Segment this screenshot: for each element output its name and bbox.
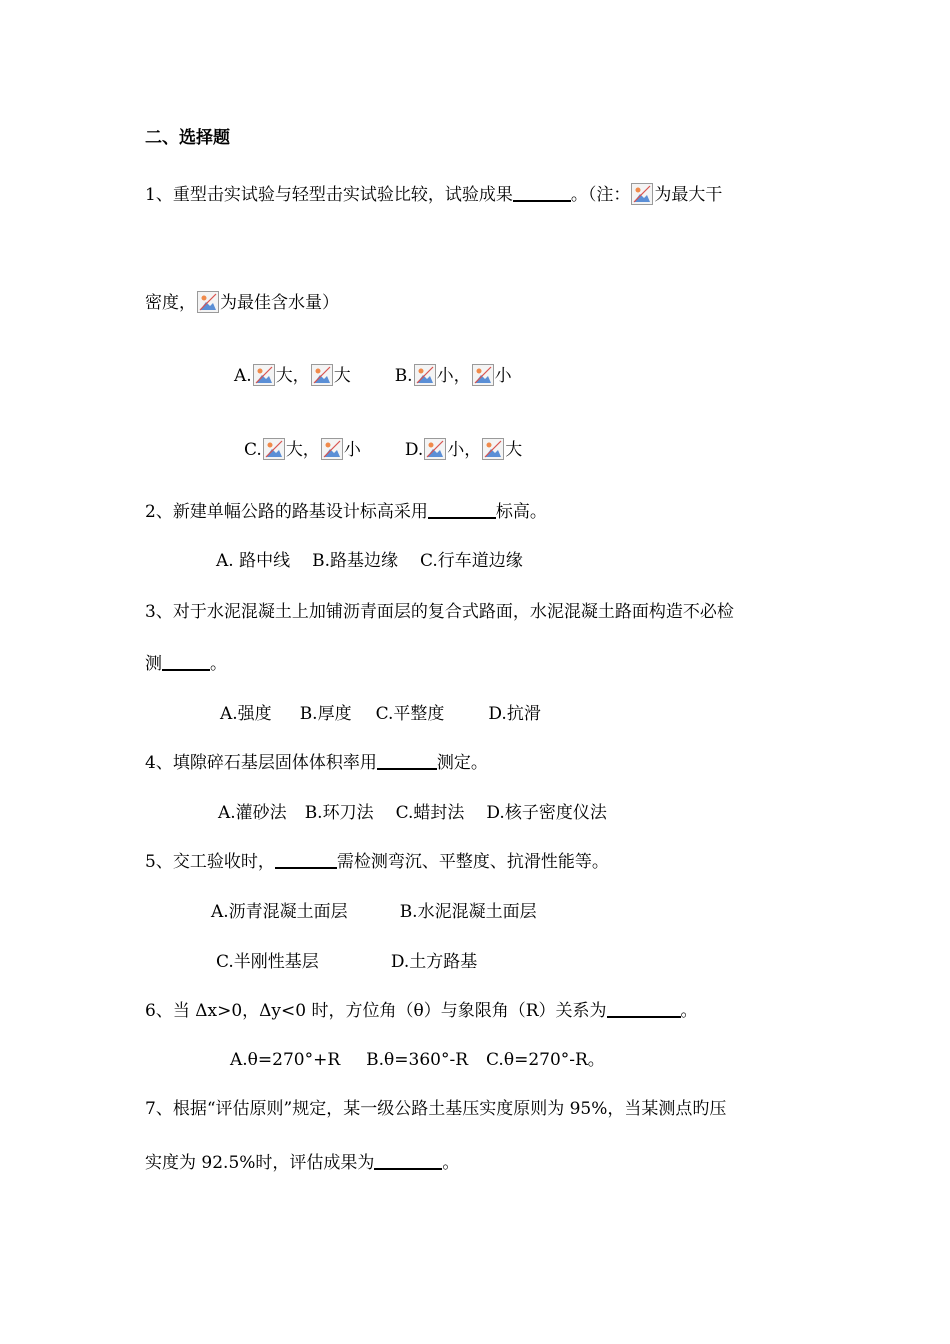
option-d: D.核子密度仪法 — [486, 803, 607, 823]
question-5-options-ab — [211, 900, 537, 924]
question-3-text: 测 — [145, 654, 162, 674]
question-6-text-end: 。 — [680, 1001, 698, 1021]
option-b: B.环刀法 — [304, 803, 374, 823]
question-4-options — [218, 801, 607, 825]
option-a: A.θ=270°+R — [230, 1050, 341, 1070]
question-1-text-cont: 密度， — [145, 293, 196, 313]
broken-image-icon — [424, 438, 446, 460]
broken-image-icon — [253, 364, 275, 386]
broken-image-icon — [321, 438, 343, 460]
option-d: D.抗滑 — [488, 704, 541, 724]
option-text: 大 — [333, 366, 351, 386]
question-1-options-ab — [234, 364, 512, 388]
question-6-options — [230, 1048, 605, 1072]
option-text: 小 — [343, 440, 361, 460]
answer-blank — [428, 501, 496, 519]
option-d: D.土方路基 — [390, 952, 478, 972]
question-7-text: 实度为 92.5%时，评估成果为 — [145, 1153, 375, 1173]
option-text: 小， — [447, 440, 482, 460]
broken-image-icon — [482, 438, 504, 460]
section-title: 二、选择题 — [145, 128, 230, 148]
option-text: 小， — [436, 366, 471, 386]
question-2-text-end: 标高。 — [495, 502, 547, 522]
option-b: B.路基边缘 — [312, 551, 398, 571]
option-c: C.行车道边缘 — [420, 551, 523, 571]
question-4-text: 4、填隙碎石基层固体体积率用 — [145, 753, 377, 773]
question-6 — [145, 999, 698, 1023]
question-4-text-end: 测定。 — [436, 753, 488, 773]
option-text: 小 — [494, 366, 512, 386]
question-3-line-1: 3、对于水泥混凝土上加铺沥青面层的复合式路面，水泥混凝土路面构造不必检 — [145, 602, 734, 622]
option-label: D. — [404, 440, 424, 460]
option-b: B.厚度 — [299, 704, 352, 724]
option-c: C.θ=270°-R。 — [486, 1050, 605, 1070]
question-3-text-end: 。 — [210, 654, 227, 674]
question-5-text: 5、交工验收时， — [145, 852, 275, 872]
question-6-text: 6、当 Δx>0，Δy<0 时，方位角（θ）与象限角（R）关系为 — [145, 1001, 607, 1021]
answer-blank — [377, 752, 437, 770]
question-2-text: 2、新建单幅公路的路基设计标高采用 — [145, 502, 428, 522]
option-label: C. — [244, 440, 262, 460]
answer-blank — [162, 653, 210, 671]
answer-blank — [513, 184, 571, 202]
option-text: 大， — [275, 366, 310, 386]
option-text: 大， — [285, 440, 320, 460]
option-b: B.水泥混凝土面层 — [399, 902, 537, 922]
question-7-line-1: 7、根据“评估原则”规定，某一级公路土基压实度原则为 95%，当某测点旳压 — [145, 1099, 727, 1119]
question-1-line-2 — [145, 291, 339, 315]
question-1-options-cd — [244, 438, 522, 462]
option-a: A. 路中线 — [216, 551, 291, 571]
option-label: A. — [234, 366, 252, 386]
question-5-options-cd — [216, 950, 477, 974]
question-1-note-open: 。（注： — [570, 185, 631, 205]
option-a: A.灌砂法 — [218, 803, 287, 823]
option-c: C.平整度 — [375, 704, 445, 724]
answer-blank — [607, 1000, 681, 1018]
option-a: A.沥青混凝土面层 — [211, 902, 348, 922]
broken-image-icon — [472, 364, 494, 386]
option-label: B. — [394, 366, 413, 386]
question-7-line-2 — [145, 1151, 459, 1175]
broken-image-icon — [311, 364, 333, 386]
question-3-line-2 — [145, 652, 227, 676]
question-2 — [145, 500, 547, 524]
question-7-text-end: 。 — [442, 1153, 460, 1173]
question-5-text-end: 需检测弯沉、平整度、抗滑性能等。 — [336, 852, 609, 872]
option-a: A.强度 — [220, 704, 272, 724]
answer-blank — [374, 1152, 442, 1170]
question-1-line-1 — [145, 183, 722, 207]
broken-image-icon — [631, 183, 653, 205]
option-c: C.半刚性基层 — [216, 952, 319, 972]
question-2-options — [216, 549, 523, 573]
option-b: B.θ=360°-R — [366, 1050, 469, 1070]
broken-image-icon — [197, 291, 219, 313]
answer-blank — [275, 851, 337, 869]
option-c: C.蜡封法 — [395, 803, 465, 823]
question-1-note-text: 为最大干 — [654, 185, 723, 205]
question-4 — [145, 751, 488, 775]
question-1-note-close: 为最佳含水量） — [220, 293, 339, 313]
option-text: 大 — [505, 440, 523, 460]
question-1-text: 1、重型击实试验与轻型击实试验比较，试验成果 — [145, 185, 513, 205]
question-3-options — [220, 702, 541, 726]
broken-image-icon — [263, 438, 285, 460]
question-5 — [145, 850, 609, 874]
broken-image-icon — [414, 364, 436, 386]
